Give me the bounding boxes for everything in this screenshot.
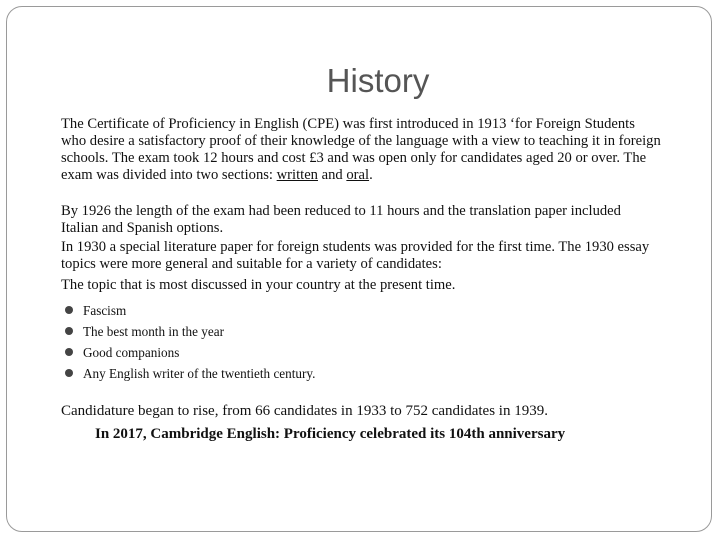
slide-content [61, 116, 661, 443]
list-item [61, 302, 661, 323]
written-text: written [276, 167, 318, 183]
list-item [61, 323, 661, 344]
paragraph-candidature: Candidature began to rise, from 66 candidates in 1933 to 752 candidates in 1939. [61, 403, 548, 419]
bullet-icon [65, 327, 73, 335]
paragraph-text: The Certificate of Proficiency in English (CPE) was first introduced in 1913 ‘for Foreign Students who desire a satisfactory proof of their knowledge of the language with a view to teaching it in foreign schools. The exam took 12 hours and cost £3 and was open only for candidates aged 20 or over. The exam was divided into two sections: [61, 116, 661, 183]
bullet-icon [65, 369, 73, 377]
list-item-text: Fascism [83, 303, 127, 318]
list-item-text: Any English writer of the twentieth century. [83, 366, 316, 381]
paragraph-1930: In 1930 a special literature paper for foreign students was provided for the first time. The 1930 essay topics were more general and suitable for a variety of candidates: [61, 239, 650, 272]
conjunction-text: and [317, 167, 347, 183]
slide-title: History [326, 62, 430, 99]
paragraph-cpe-introduction [61, 116, 661, 184]
oral-text: oral [346, 167, 370, 183]
period-text: . [369, 167, 373, 183]
paragraph-1926: By 1926 the length of the exam had been reduced to 11 hours and the translation paper included Italian and Spanish options. [61, 203, 621, 236]
list-item-text: Good companions [83, 345, 180, 360]
list-item [61, 365, 661, 386]
topics-list [61, 302, 661, 386]
bullet-icon [65, 306, 73, 314]
paragraph-topic: The topic that is most discussed in your country at the present time. [61, 277, 456, 293]
paragraph-anniversary: In 2017, Cambridge English: Proficiency celebrated its 104th anniversary [95, 426, 566, 442]
list-item-text: The best month in the year [83, 324, 224, 339]
bullet-icon [65, 348, 73, 356]
list-item [61, 344, 661, 365]
